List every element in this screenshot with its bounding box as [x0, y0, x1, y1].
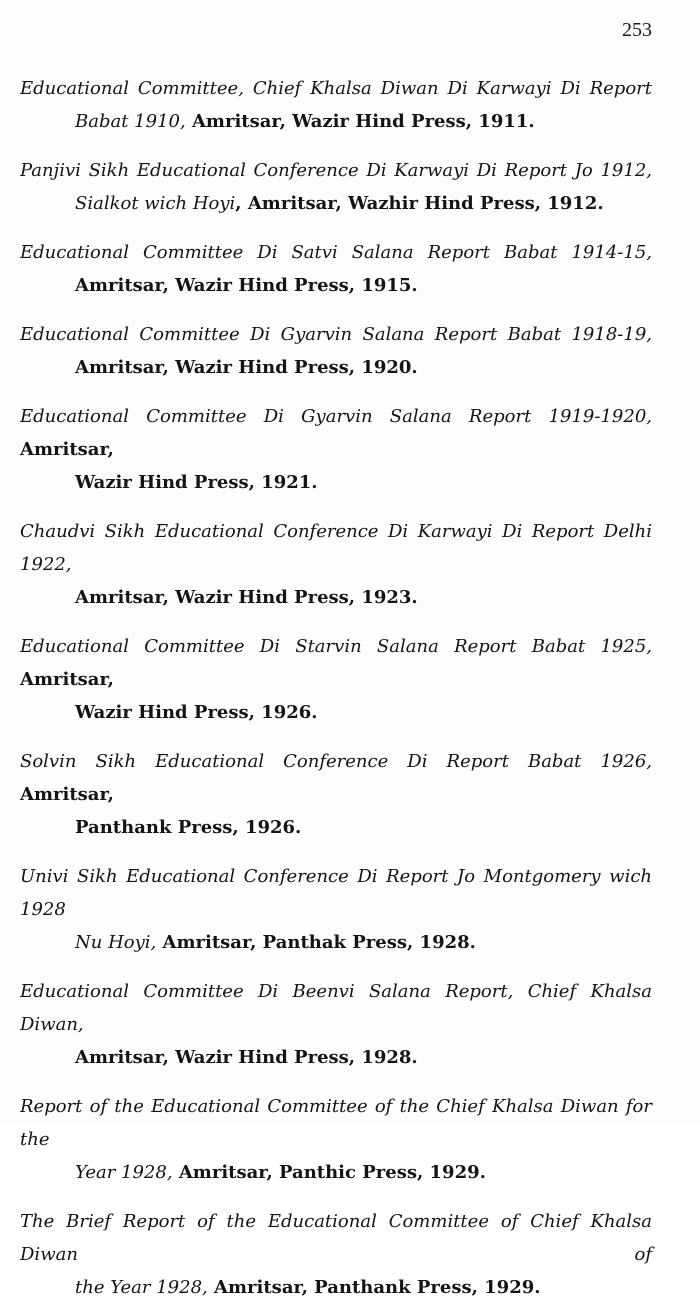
entry-line-first [20, 860, 652, 926]
entry-line-first [20, 400, 652, 466]
entry-line-first [20, 318, 652, 351]
text-segment-italic: Educational Committee, Chief Khalsa Diwan Di Karwayi Di Report [20, 78, 652, 99]
entry-line-continuation [75, 269, 652, 302]
text-segment-italic: Educational Committee Di Beenvi Salana Report, Chief Khalsa Diwan, [20, 981, 652, 1035]
text-segment-bold: , Amritsar, Wazhir Hind Press, 1912. [235, 193, 604, 214]
bib-entry [20, 975, 652, 1074]
entry-line-continuation [75, 811, 652, 844]
text-segment-bold: Amritsar, Wazir Hind Press, 1920. [75, 357, 418, 378]
entry-line-continuation [75, 581, 652, 614]
text-segment-bold: Panthank Press, 1926. [75, 817, 302, 838]
entry-line-first [20, 630, 652, 696]
text-segment-bold: Amritsar, Panthak Press, 1928. [156, 932, 476, 953]
text-segment-italic: Nu Hoyi, [75, 932, 157, 953]
text-segment-italic: Report of the Educational Committee of the Chief Khalsa Diwan for the [20, 1096, 652, 1150]
entry-line-continuation [75, 351, 652, 384]
text-segment-bold: Amritsar, [20, 669, 114, 690]
entry-line-continuation [75, 696, 652, 729]
text-segment-bold: Amritsar, Wazir Hind Press, 1915. [75, 275, 418, 296]
text-segment-italic: the Year 1928, [75, 1277, 208, 1298]
bib-entry [20, 400, 652, 499]
text-segment-italic: Chaudvi Sikh Educational Conference Di Karwayi Di Report Delhi 1922, [20, 521, 652, 575]
bib-entry [20, 1090, 652, 1189]
bib-entry [20, 318, 652, 384]
entry-line-first [20, 72, 652, 105]
entry-line-continuation [75, 1156, 652, 1189]
text-segment-italic: Univi Sikh Educational Conference Di Report Jo Montgomery wich 1928 [20, 866, 652, 920]
entry-line-continuation [75, 466, 652, 499]
text-segment-italic: Babat 1910, [75, 111, 186, 132]
text-segment-italic: Year 1928, [75, 1162, 173, 1183]
text-segment-bold: Amritsar, Panthic Press, 1929. [172, 1162, 486, 1183]
entry-line-first [20, 236, 652, 269]
text-segment-bold: Amritsar, Wazir Hind Press, 1923. [75, 587, 418, 608]
entry-line-continuation [75, 926, 652, 959]
text-segment-bold: Amritsar, [20, 784, 114, 805]
text-segment-bold: Wazir Hind Press, 1921. [75, 472, 318, 493]
text-segment-bold: Amritsar, Panthank Press, 1929. [207, 1277, 541, 1298]
entry-line-continuation [75, 187, 652, 220]
entry-line-first [20, 1090, 652, 1156]
bib-entry [20, 1205, 652, 1304]
bib-entry [20, 630, 652, 729]
text-segment-italic: Educational Committee Di Gyarvin Salana Report 1919-1920, [20, 406, 652, 427]
entry-line-first [20, 975, 652, 1041]
text-segment-bold: Amritsar, [20, 439, 114, 460]
text-segment-italic: Educational Committee Di Gyarvin Salana Report Babat 1918-19, [20, 324, 652, 345]
bib-entry [20, 72, 652, 138]
entry-line-continuation [75, 1271, 652, 1304]
text-segment-bold: Amritsar, Wazir Hind Press, 1911. [185, 111, 535, 132]
bibliography-list [20, 72, 652, 1304]
bib-entry [20, 860, 652, 959]
page-number: 253 [622, 19, 652, 41]
entry-line-first [20, 745, 652, 811]
text-segment-bold: Wazir Hind Press, 1926. [75, 702, 318, 723]
text-segment-bold: Amritsar, Wazir Hind Press, 1928. [75, 1047, 418, 1068]
text-segment-italic: Solvin Sikh Educational Conference Di Report Babat 1926, [20, 751, 652, 772]
entry-line-continuation [75, 105, 652, 138]
text-segment-italic: The Brief Report of the Educational Committee of Chief Khalsa Diwan of [20, 1211, 652, 1265]
entry-line-first [20, 515, 652, 581]
text-segment-italic: Educational Committee Di Satvi Salana Report Babat 1914-15, [20, 242, 652, 263]
entry-line-continuation [75, 1041, 652, 1074]
text-segment-italic: Panjivi Sikh Educational Conference Di Karwayi Di Report Jo 1912, [20, 160, 652, 181]
text-segment-italic: Sialkot wich Hoyi [75, 193, 236, 214]
entry-line-first [20, 154, 652, 187]
text-segment-italic: Educational Committee Di Starvin Salana Report Babat 1925, [20, 636, 652, 657]
bib-entry [20, 154, 652, 220]
bib-entry [20, 745, 652, 844]
entry-line-first [20, 1205, 652, 1271]
bib-entry [20, 515, 652, 614]
bib-entry [20, 236, 652, 302]
